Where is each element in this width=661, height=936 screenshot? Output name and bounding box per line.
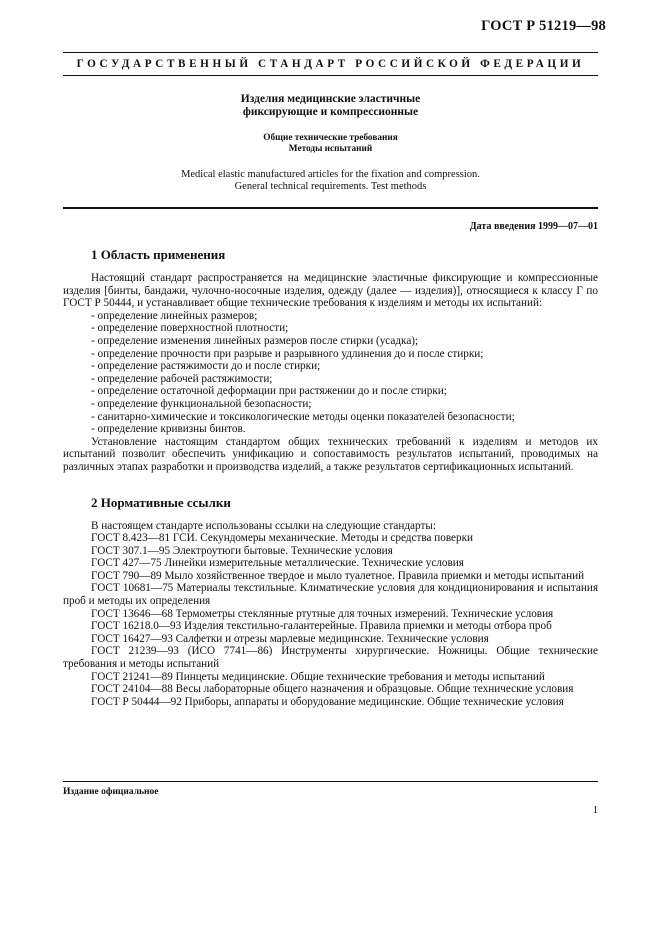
list-item: - определение поверхностной плотности; — [91, 322, 289, 335]
list-item: - определение функциональной безопасности; — [91, 397, 312, 410]
reference-item: ГОСТ 790—89 Мыло хозяйственное твердое и мыло туалетное. Правила приемки и методы испытаний — [91, 569, 585, 582]
title-ru-line2: фиксирующие и компрессионные — [242, 106, 419, 118]
reference-item: ГОСТ 13646—68 Термометры стеклянные ртутные для точных измерений. Технические условия — [91, 607, 554, 620]
reference-item: ГОСТ 16218.0—93 Изделия текстильно-галантерейные. Правила приемки и методы отбора проб — [91, 620, 552, 633]
references-list — [63, 520, 598, 709]
subtitle-line1: Общие технические требования — [263, 133, 398, 143]
reference-item: ГОСТ 21241—89 Пинцеты медицинские. Общие технические требования и методы испытаний — [91, 670, 545, 683]
reference-item: ГОСТ 10681—75 Материалы текстильные. Климатические условия для кондиционирования и испытания проб и методы их определения — [63, 582, 598, 608]
list-item: - определение прочности при разрыве и разрывного удлинения до и после стирки; — [91, 347, 484, 360]
list-item: - санитарно-химические и токсикологические методы оценки показателей безопасности; — [91, 410, 515, 423]
section-1-paragraph-1: Настоящий стандарт распространяется на медицинские эластичные фиксирующие и компрессионные изделия [бинты, бандажи, чулочно-носочные изделия, одежду (далее — изделия)], относящиеся к классу Г по ГОСТ Р 50444, и устанавливает общие технические требования к изделиям и методы их испытаний: — [63, 272, 598, 310]
introduction-date: Дата введения 1999—07—01 — [469, 221, 598, 232]
list-item: - определение линейных размеров; — [91, 309, 258, 322]
reference-item: ГОСТ 307.1—95 Электроутюги бытовые. Технические условия — [91, 544, 393, 557]
section-2-heading: 2 Нормативные ссылки — [91, 494, 231, 510]
list-item: - определение растяжимости до и после стирки; — [91, 360, 321, 373]
list-item: - определение изменения линейных размеров после стирки (усадка); — [91, 334, 419, 347]
references-intro: В настоящем стандарте использованы ссылки на следующие стандарты: — [91, 519, 436, 532]
document-code: ГОСТ Р 51219—98 — [481, 18, 606, 34]
title-divider — [63, 207, 598, 209]
reference-item: ГОСТ 21239—93 (ИСО 7741—86) Инструменты хирургические. Ножницы. Общие технические требования и методы испытаний — [63, 645, 598, 671]
title-en-line1: Medical elastic manufactured articles for the fixation and compression. — [181, 169, 480, 180]
reference-item: ГОСТ 24104—88 Весы лабораторные общего назначения и образцовые. Общие технические условия — [91, 683, 574, 696]
section-1-list — [63, 310, 598, 436]
reference-item: ГОСТ 427—75 Линейки измерительные металлические. Технические условия — [91, 557, 464, 570]
reference-item: ГОСТ 16427—93 Салфетки и отрезы марлевые медицинские. Технические условия — [91, 632, 489, 645]
title-block — [63, 93, 598, 193]
title-ru-line1: Изделия медицинские эластичные — [240, 93, 421, 105]
state-standard-banner: ГОСУДАРСТВЕННЫЙ СТАНДАРТ РОССИЙСКОЙ ФЕДЕРАЦИИ — [63, 52, 598, 76]
title-en-line2: General technical requirements. Test methods — [234, 181, 427, 192]
section-1-paragraph-2: Установление настоящим стандартом общих технических требований к изделиям и методов их испытаний позволит обеспечить унификацию и сопоставимость результатов испытаний, проводимых на различных этапах разработки и производства изделий, а также результатов сертификационных испытаний. — [63, 435, 598, 473]
list-item: - определение рабочей растяжимости; — [91, 372, 273, 385]
page-number: 1 — [592, 805, 598, 816]
reference-item: ГОСТ 8.423—81 ГСИ. Секундомеры механические. Методы и средства поверки — [91, 532, 474, 545]
list-item: - определение кривизны бинтов. — [91, 423, 246, 436]
subtitle-line2: Методы испытаний — [288, 144, 373, 154]
list-item: - определение остаточной деформации при растяжении до и после стирки; — [91, 385, 447, 398]
reference-item: ГОСТ Р 50444—92 Приборы, аппараты и оборудование медицинские. Общие технические условия — [91, 695, 564, 708]
document-body — [63, 247, 598, 708]
section-1-heading: 1 Область применения — [91, 247, 226, 262]
footer-divider — [63, 781, 598, 782]
official-edition-label: Издание официальное — [63, 787, 159, 797]
